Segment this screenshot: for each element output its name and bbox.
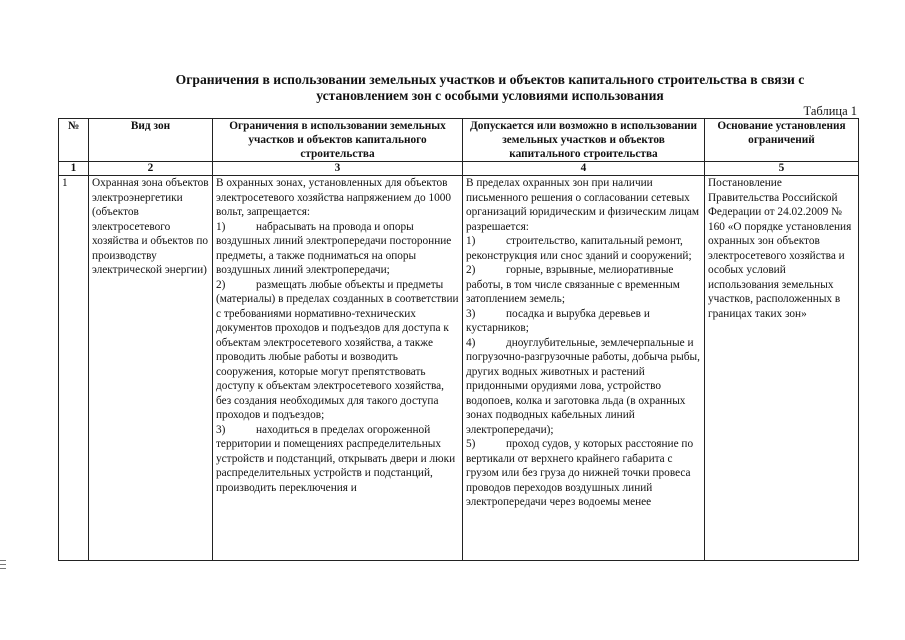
header-allowed: Допускается или возможно в использовании земельных участков и объектов капитального строительства bbox=[463, 119, 705, 162]
item-text: находиться в пределах огороженной территории и помещениях распределительных устройств и подстанций, открывать двери и люки распределительных устройств и подстанций, производить переключения и bbox=[216, 423, 456, 494]
item-text: набрасывать на провода и опоры воздушных линий электропередачи посторонние предметы, а также подниматься на опоры воздушных линий электропередачи; bbox=[216, 220, 452, 276]
restriction-item bbox=[216, 278, 459, 423]
header-number: № bbox=[59, 119, 89, 162]
allowed-item bbox=[466, 437, 701, 510]
item-text: горные, взрывные, мелиоративные работы, в том числе связанные с временным затоплением земель; bbox=[466, 264, 680, 305]
document-title bbox=[110, 72, 870, 104]
header-basis: Основание установления ограничений bbox=[705, 119, 859, 162]
item-text: строительство, капитальный ремонт, реконструкция или снос зданий и сооружений; bbox=[466, 235, 692, 262]
zone-type-text: Охранная зона объектов электроэнергетики (объектов электросетевого хозяйства и объектов по производству электрической энергии) bbox=[92, 177, 209, 276]
restrictions-table bbox=[58, 118, 859, 561]
column-number-row bbox=[59, 162, 859, 176]
column-number: 1 bbox=[59, 162, 89, 176]
row-number bbox=[59, 176, 89, 561]
allowed-item bbox=[466, 234, 701, 263]
column-number: 4 bbox=[463, 162, 705, 176]
item-text: посадка и вырубка деревьев и кустарников; bbox=[466, 307, 650, 334]
basis-cell bbox=[705, 176, 859, 561]
item-number: 2) bbox=[216, 278, 226, 291]
header-zone-type: Вид зон bbox=[89, 119, 213, 162]
column-number: 3 bbox=[213, 162, 463, 176]
restriction-item bbox=[216, 220, 459, 278]
item-number: 4) bbox=[466, 336, 476, 349]
table-row bbox=[59, 176, 859, 561]
restrictions-cell bbox=[213, 176, 463, 561]
restriction-item bbox=[216, 423, 459, 496]
allowed-item bbox=[466, 263, 701, 307]
item-text: размещать любые объекты и предметы (материалы) в пределах созданных в соответствии с требованиями нормативно-технических документов проходов и подъездов для доступа к объектам электросетевого хозяйства, а также проводить любые работы и возводить сооружения, которые могут препятствовать доступу к объектам электросетевого хозяйства, без создания необходимых для такого доступа проходов и подъездов; bbox=[216, 278, 459, 421]
column-number: 5 bbox=[705, 162, 859, 176]
item-number: 1) bbox=[466, 235, 476, 247]
zone-type-cell bbox=[89, 176, 213, 561]
title-line-2: установлением зон с особыми условиями использования bbox=[316, 88, 664, 103]
column-number: 2 bbox=[89, 162, 213, 176]
title-line-1: Ограничения в использовании земельных участков и объектов капитального строительства в связи с bbox=[175, 72, 805, 87]
item-number: 1) bbox=[216, 220, 226, 233]
item-number: 5) bbox=[466, 438, 476, 450]
restrictions-intro: В охранных зонах, установленных для объектов электросетевого хозяйства напряжением до 1000 вольт, запрещается: bbox=[216, 177, 452, 218]
basis-text: Постановление Правительства Российской Федерации от 24.02.2009 № 160 «О порядке установления охранных зон объектов электросетевого хозяйства и особых условий использования земельных участков, расположенных в границах таких зон» bbox=[708, 177, 852, 320]
allowed-cell bbox=[463, 176, 705, 561]
table-label: Таблица 1 bbox=[803, 104, 857, 118]
item-text: проход судов, у которых расстояние по вертикали от верхнего крайнего габарита с грузом или без груза до нижней точки провеса проводов переходов воздушных линий электропередачи через водоемы менее bbox=[466, 438, 694, 508]
scan-edge-marks bbox=[0, 560, 6, 574]
header-restrictions: Ограничения в использовании земельных участков и объектов капитального строительства bbox=[213, 119, 463, 162]
item-number: 3) bbox=[216, 423, 226, 436]
allowed-intro: В пределах охранных зон при наличии письменного решения о согласовании сетевых организаций юридическим и физическим лицам разрешается: bbox=[466, 177, 700, 233]
header-row bbox=[59, 119, 859, 162]
item-number: 3) bbox=[466, 307, 476, 320]
row-number-text: 1 bbox=[62, 177, 68, 189]
item-text: дноуглубительные, землечерпальные и погрузочно-разгрузочные работы, добыча рыбы, других водных животных и растений придонными орудиями лова, устройство водопоев, колка и заготовка льда (в охранных зонах подводных кабельных линий электропередачи); bbox=[466, 336, 700, 436]
item-number: 2) bbox=[466, 264, 476, 276]
allowed-item bbox=[466, 307, 701, 336]
allowed-item bbox=[466, 336, 701, 438]
